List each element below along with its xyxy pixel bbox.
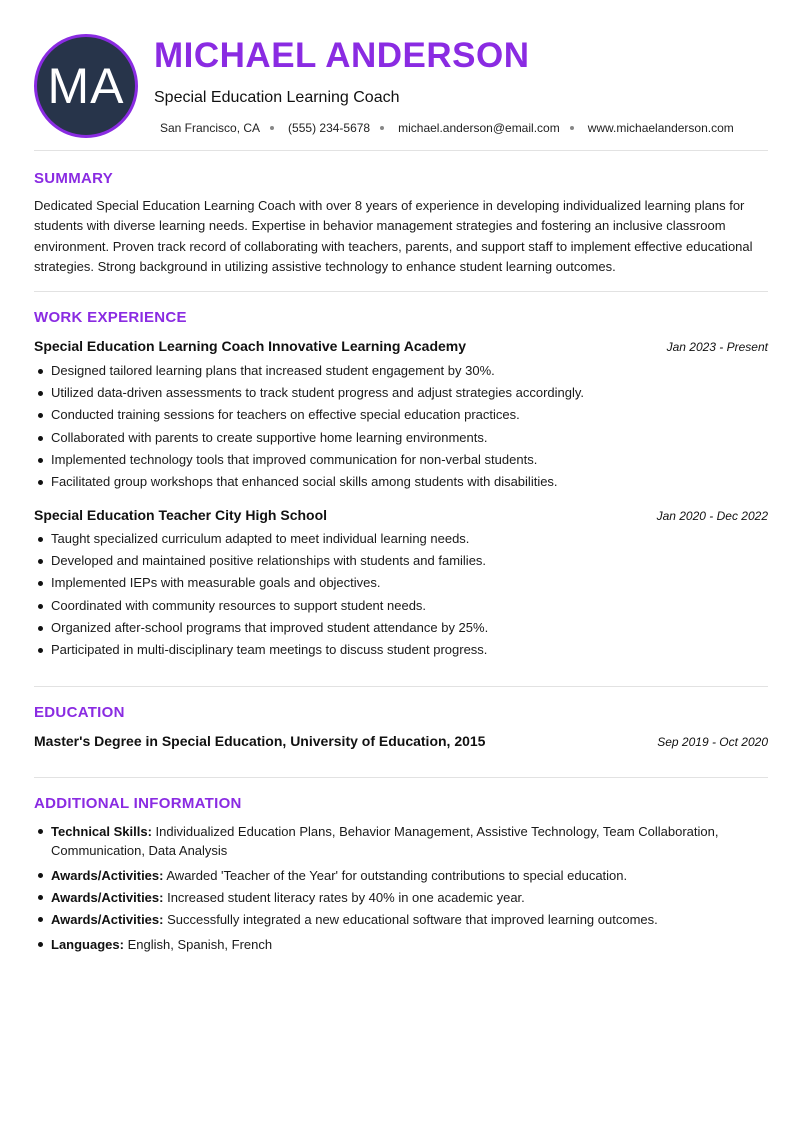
degree: Master's Degree in Special Education, University of Education, 2015 (34, 733, 486, 749)
education-heading: EDUCATION (34, 704, 125, 721)
list-item: Organized after-school programs that improved student attendance by 25%. (34, 619, 768, 641)
contact-location: San Francisco, CA (160, 121, 261, 135)
list-item: Developed and maintained positive relationships with students and families. (34, 552, 768, 574)
divider (34, 777, 768, 778)
item-label: Technical Skills: (51, 824, 152, 839)
divider (34, 686, 768, 687)
job-header (34, 338, 768, 356)
list-item (34, 822, 768, 860)
list-item: Coordinated with community resources to support student needs. (34, 597, 768, 619)
education-dates: Sep 2019 - Oct 2020 (657, 735, 768, 749)
additional-heading: ADDITIONAL INFORMATION (34, 795, 242, 812)
separator-dot (570, 126, 574, 130)
contact-email[interactable]: michael.anderson@email.com (398, 121, 560, 135)
separator-dot (270, 126, 274, 130)
item-text: English, Spanish, French (123, 937, 273, 952)
list-item: Implemented technology tools that improved communication for non-verbal students. (34, 451, 768, 473)
item-label: Awards/Activities: (51, 912, 164, 927)
avatar-initials: MA (47, 58, 125, 114)
item-text: Awarded 'Teacher of the Year' for outstanding contributions to special education. (163, 868, 628, 883)
education-entry (34, 733, 768, 751)
list-item: Implemented IEPs with measurable goals and objectives. (34, 574, 768, 596)
item-label: Languages: (51, 937, 124, 952)
additional-list (34, 822, 768, 954)
list-item (34, 935, 768, 954)
list-item: Designed tailored learning plans that increased student engagement by 30%. (34, 362, 768, 384)
item-label: Awards/Activities: (51, 890, 164, 905)
item-label: Awards/Activities: (51, 868, 164, 883)
job-header (34, 507, 768, 525)
list-item (34, 866, 768, 885)
summary-heading: SUMMARY (34, 170, 114, 187)
list-item: Participated in multi-disciplinary team meetings to discuss student progress. (34, 641, 768, 663)
list-item: Conducted training sessions for teachers on effective special education practices. (34, 406, 768, 428)
job-bullets (34, 530, 768, 663)
separator-dot (380, 126, 384, 130)
divider (34, 291, 768, 292)
list-item (34, 888, 768, 907)
list-item: Taught specialized curriculum adapted to meet individual learning needs. (34, 530, 768, 552)
contact-phone: (555) 234-5678 (288, 121, 371, 135)
item-text: Increased student literacy rates by 40% in one academic year. (163, 890, 525, 905)
divider (34, 150, 768, 151)
avatar (34, 34, 138, 138)
contact-info (160, 121, 734, 135)
contact-website[interactable]: www.michaelanderson.com (587, 121, 734, 135)
item-text: Individualized Education Plans, Behavior Management, Assistive Technology, Team Collaboration, Communication, Data Analysis (51, 824, 719, 858)
job-title: Special Education Learning Coach Innovative Learning Academy (34, 338, 467, 354)
list-item: Utilized data-driven assessments to track student progress and adjust strategies accordingly. (34, 384, 768, 406)
job-title: Special Education Teacher City High School (34, 507, 328, 523)
job-dates: Jan 2023 - Present (666, 340, 768, 354)
summary-text: Dedicated Special Education Learning Coach with over 8 years of experience in developing individualized learning plans for students with diverse learning needs. Expertise in behavior management strategies and fostering an inclusive classroom environment. Proven track record of collaborating with teachers, parents, and support staff to implement effective educational strategies. Strong background in utilizing assistive technology to enhance student learning outcomes. (34, 198, 753, 274)
list-item: Collaborated with parents to create supportive home learning environments. (34, 429, 768, 451)
experience-heading: WORK EXPERIENCE (34, 309, 187, 326)
resume-header (34, 34, 768, 138)
list-item: Facilitated group workshops that enhanced social skills among students with disabilities. (34, 473, 768, 495)
candidate-role: Special Education Learning Coach (154, 89, 400, 106)
item-text: Successfully integrated a new educational software that improved learning outcomes. (163, 912, 658, 927)
job-dates: Jan 2020 - Dec 2022 (656, 509, 768, 523)
list-item (34, 910, 768, 929)
job-bullets (34, 362, 768, 495)
candidate-name: MICHAEL ANDERSON (154, 36, 530, 75)
